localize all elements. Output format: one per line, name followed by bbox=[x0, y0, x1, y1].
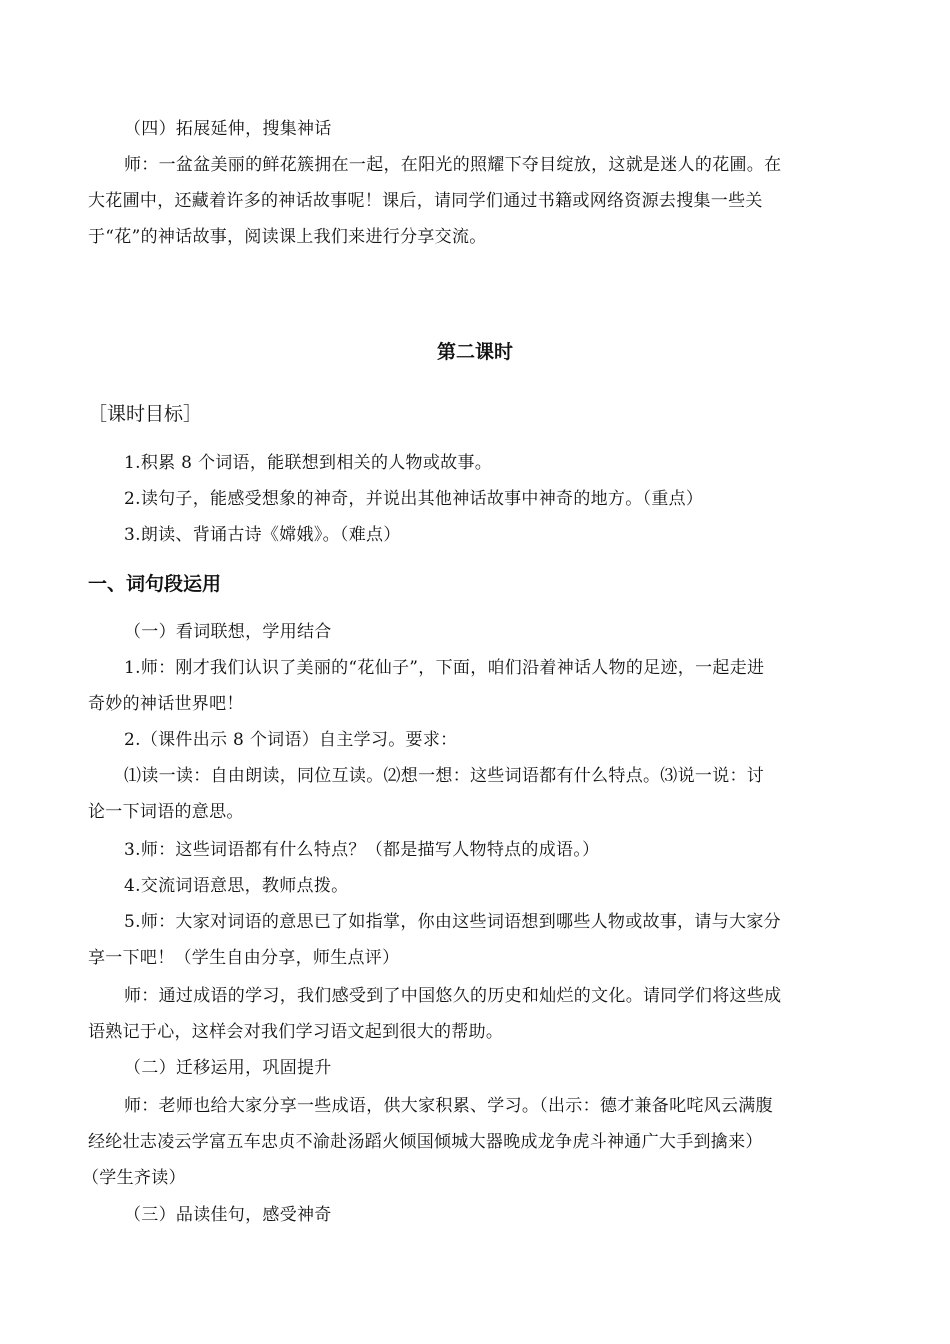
paragraph-line: 3.师：这些词语都有什么特点？（都是描写人物特点的成语。） bbox=[124, 840, 600, 860]
paragraph-line: 师：一盆盆美丽的鲜花簇拥在一起，在阳光的照耀下夺目绽放，这就是迷人的花圃。在 bbox=[124, 155, 782, 175]
paragraph-line: 4.交流词语意思，教师点拨。 bbox=[124, 876, 349, 896]
paragraph-line: ⑴读一读：自由朗读，同位互读。⑵想一想：这些词语都有什么特点。⑶说一说：讨 bbox=[124, 766, 765, 786]
paragraph-line: 经纶壮志凌云学富五车忠贞不渝赴汤蹈火倾国倾城大器晚成龙争虎斗神通广大手到擒来） bbox=[88, 1132, 763, 1152]
subsection-heading: （二）迁移运用，巩固提升 bbox=[124, 1058, 332, 1078]
goal-item: 1.积累 8 个词语，能联想到相关的人物或故事。 bbox=[124, 453, 493, 473]
paragraph-line: 语熟记于心，这样会对我们学习语文起到很大的帮助。 bbox=[88, 1022, 504, 1042]
paragraph-line: 于“花”的神话故事，阅读课上我们来进行分享交流。 bbox=[88, 227, 487, 247]
paragraph-line: 5.师：大家对词语的意思已了如指掌，你由这些词语想到哪些人物或故事，请与大家分 bbox=[124, 912, 781, 932]
paragraph-line: 师：老师也给大家分享一些成语，供大家积累、学习。（出示：德才兼备叱咤风云满腹 bbox=[124, 1096, 773, 1116]
lesson-title: 第二课时 bbox=[436, 341, 513, 363]
paragraph-line: 2.（课件出示 8 个词语）自主学习。要求： bbox=[124, 730, 458, 750]
paragraph-line: （学生齐读） bbox=[82, 1168, 186, 1188]
subsection-heading-expand: （四）拓展延伸，搜集神话 bbox=[124, 119, 332, 139]
paragraph-line: 1.师：刚才我们认识了美丽的“花仙子”，下面，咱们沿着神话人物的足迹，一起走进 bbox=[124, 658, 765, 678]
paragraph-line: 大花圃中，还藏着许多的神话故事呢！课后，请同学们通过书籍或网络资源去搜集一些关 bbox=[88, 191, 763, 211]
goals-heading: ［课时目标］ bbox=[88, 403, 203, 425]
goal-item: 3.朗读、背诵古诗《嫦娥》。（难点） bbox=[124, 525, 401, 545]
subsection-heading: （一）看词联想，学用结合 bbox=[124, 622, 332, 642]
paragraph-line: 享一下吧！（学生自由分享，师生点评） bbox=[88, 948, 400, 968]
paragraph-line: 师：通过成语的学习，我们感受到了中国悠久的历史和灿烂的文化。请同学们将这些成 bbox=[124, 986, 782, 1006]
subsection-heading: （三）品读佳句，感受神奇 bbox=[124, 1205, 332, 1225]
goal-item: 2.读句子，能感受想象的神奇，并说出其他神话故事中神奇的地方。（重点） bbox=[124, 489, 704, 509]
paragraph-line: 论一下词语的意思。 bbox=[88, 802, 244, 822]
paragraph-line: 奇妙的神话世界吧！ bbox=[88, 694, 244, 714]
section-heading: 一、词句段运用 bbox=[88, 573, 222, 595]
